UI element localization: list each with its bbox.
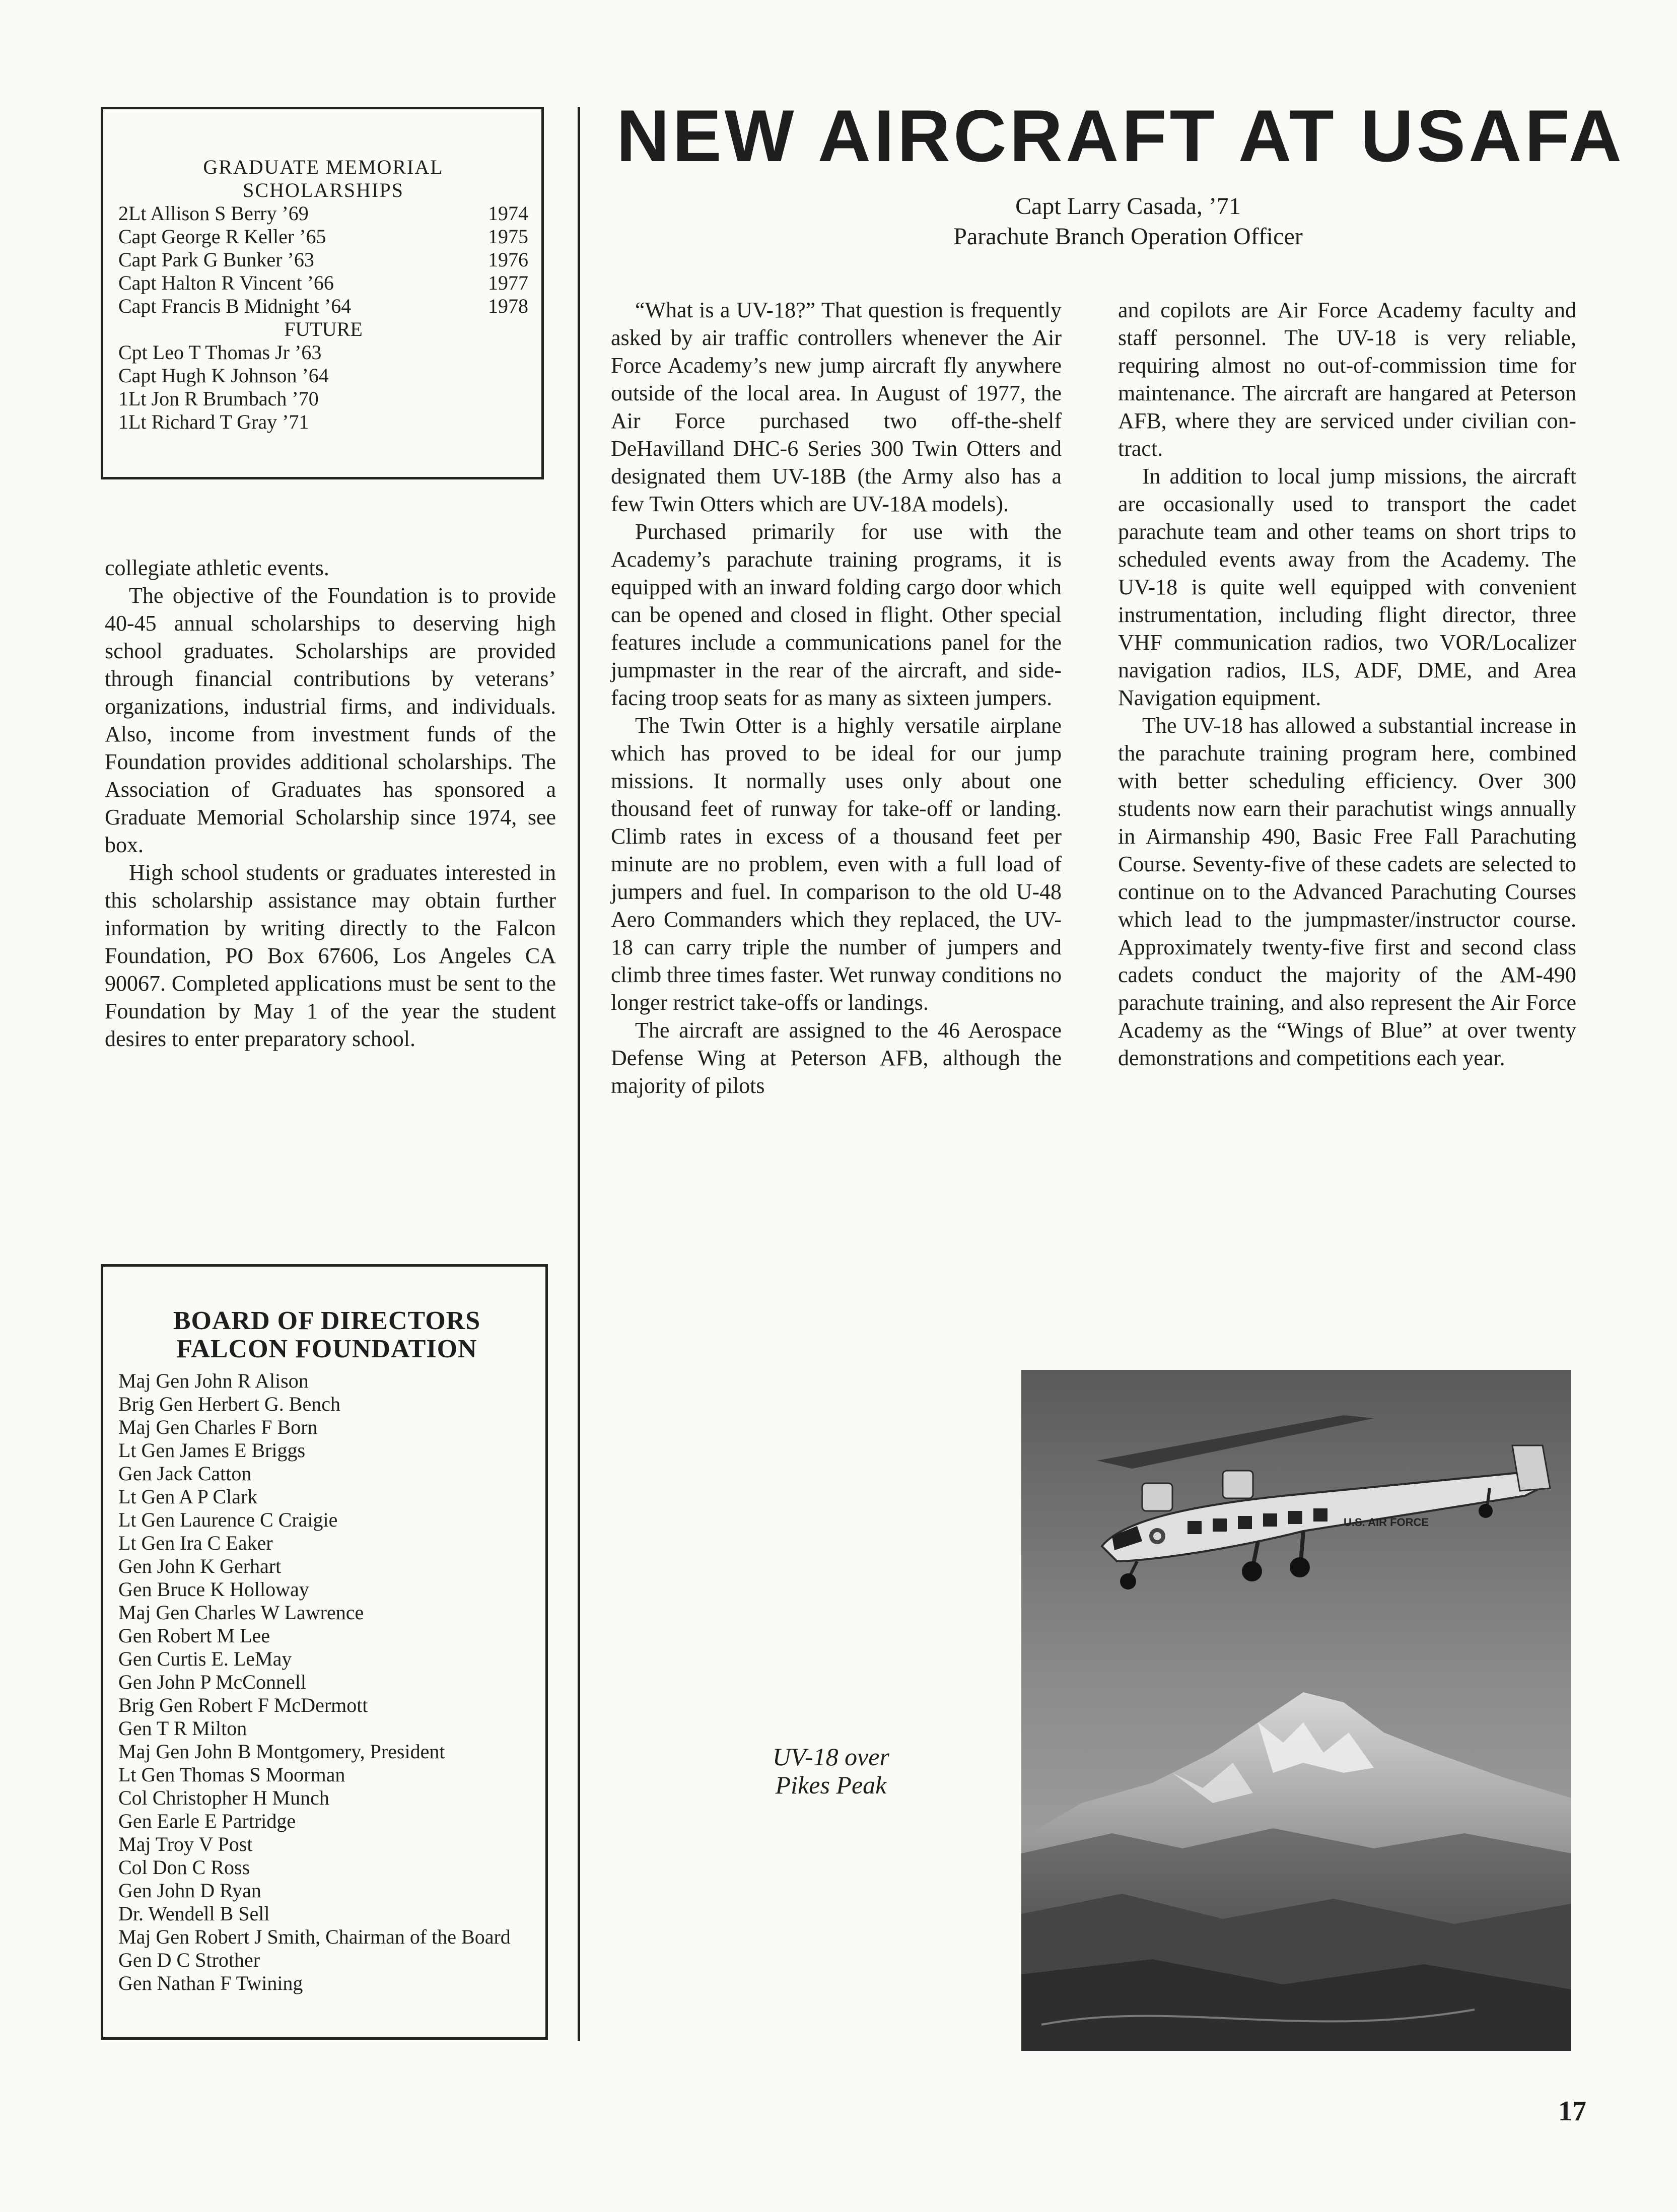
board-member: Maj Gen John R Alison: [118, 1369, 309, 1392]
board-member: Gen Robert M Lee: [118, 1624, 270, 1647]
page-number: 17: [1558, 2096, 1586, 2127]
photo-caption: [680, 1743, 982, 1799]
article-paragraph: In addition to local jump missions, the aircraft are occasionally used to transport the cadet parachute team and other teams on short trips to scheduled events away from the Academy. The UV-18 is quite well equipped with convenient instrumentation, including flight director, three VHF communication radios, two VOR/Localizer navigation radios, ILS, ADF, DME, and Area Navigation equipment.: [1118, 464, 1576, 710]
board-member: Gen Bruce K Holloway: [118, 1578, 309, 1601]
article-paragraph: and copilots are Air Force Academy faculty and staff personnel. The UV-18 is very reliable, requiring almost no out-of-commission time for maintenance. The aircraft are hangared at Peterson AFB, where they are serviced under civilian contract.: [1118, 298, 1576, 461]
board-member: Dr. Wendell B Sell: [118, 1902, 270, 1925]
left-paragraph: collegiate athletic events.: [105, 556, 329, 580]
board-member: Gen D C Strother: [118, 1949, 260, 1971]
board-member: Maj Gen Charles F Born: [118, 1416, 318, 1438]
board-member: Lt Gen Ira C Eaker: [118, 1532, 273, 1554]
board-member: Lt Gen Thomas S Moorman: [118, 1763, 345, 1786]
memorial-future-name: Cpt Leo T Thomas Jr ’63: [118, 341, 322, 364]
board-member: Maj Gen Charles W Lawrence: [118, 1601, 364, 1624]
memorial-box-title-line2: SCHOLARSHIPS: [243, 179, 404, 201]
board-member: Gen John K Gerhart: [118, 1555, 282, 1577]
article-byline: [655, 191, 1601, 252]
article-paragraph: Purchased primarily for use with the Academy’s parachute training programs, it is equipped with an inward folding cargo door which can be opened and closed in flight. Other special features include a communications panel for the jumpmaster in the rear of the aircraft, and side-facing troop seats for as many as sixteen jumpers.: [611, 519, 1062, 710]
board-member: Maj Troy V Post: [118, 1833, 253, 1855]
byline-title: Parachute Branch Operation Officer: [953, 223, 1303, 250]
board-member: Gen Jack Catton: [118, 1462, 252, 1485]
aircraft-marking-text: U.S. AIR FORCE: [1344, 1516, 1429, 1529]
memorial-box-title-line1: GRADUATE MEMORIAL: [203, 156, 444, 178]
memorial-recipient: Capt Halton R Vincent ’66 1977: [118, 271, 528, 294]
board-member: Gen Earle E Partridge: [118, 1810, 296, 1832]
photo-caption-line1: UV-18 over: [773, 1743, 889, 1771]
memorial-recipient: 2Lt Allison S Berry ’69 1974: [118, 202, 528, 225]
article-column-3: [1118, 296, 1576, 1072]
board-member: Gen T R Milton: [118, 1717, 247, 1740]
board-title-line2: FALCON FOUNDATION: [176, 1335, 477, 1363]
board-member: Lt Gen James E Briggs: [118, 1439, 306, 1462]
memorial-scholarships-box: [101, 107, 544, 479]
board-member: Maj Gen John B Montgomery, President: [118, 1740, 445, 1763]
board-member-list: [118, 1369, 535, 1995]
column-divider: [578, 107, 580, 2041]
memorial-recipient: Capt Park G Bunker ’63 1976: [118, 248, 528, 271]
aircraft-photo: [1021, 1370, 1571, 2051]
board-member: Lt Gen A P Clark: [118, 1485, 258, 1508]
left-column-text: [105, 554, 556, 1053]
board-member: Brig Gen Robert F McDermott: [118, 1694, 368, 1716]
photo-caption-line2: Pikes Peak: [775, 1771, 887, 1799]
article-paragraph: The aircraft are assigned to the 46 Aerospace Defense Wing at Peterson AFB, although the majority of pilots: [611, 1018, 1062, 1098]
left-paragraph: The objective of the Foundation is to provide 40-45 annual scholarships to deserving high school graduates. Scholarships are provided through financial contributions by veterans’ organizations, industrial firms, and individuals. Also, income from investment funds of the Foundation provides additional scholarships. The Association of Graduates has sponsored a Graduate Memorial Scholarship since 1974, see box.: [105, 583, 556, 857]
board-title-line1: BOARD OF DIRECTORS: [173, 1306, 481, 1335]
article-column-2: [611, 296, 1062, 1099]
article-paragraph: “What is a UV-18?” That question is frequently asked by air traffic controllers whenever the Air Force Academy’s new jump aircraft fly anywhere outside of the local area. In August of 1977, the Air Force purchased two off-the-shelf DeHavilland DHC-6 Series 300 Twin Otters and designated them UV-18B (the Army also has a few Twin Otters which are UV-18A models).: [611, 298, 1062, 516]
board-member: Col Don C Ross: [118, 1856, 250, 1879]
article-paragraph: The UV-18 has allowed a substantial increase in the parachute training program here, combined with better scheduling efficiency. Over 300 students now earn their parachutist wings annually in Airmanship 490, Basic Free Fall Parachuting Course. Seventy-five of these cadets are selected to continue on to the Advanced Parachuting Courses which lead to the jumpmaster/instructor course. Approximately twenty-five first and second class cadets conduct the majority of the AM-490 parachute training, and also represent the Air Force Academy as the “Wings of Blue” at over twenty demonstrations and competitions each year.: [1118, 713, 1576, 1070]
memorial-recipient: Capt George R Keller ’65 1975: [118, 225, 528, 248]
memorial-future-name: 1Lt Richard T Gray ’71: [118, 410, 309, 433]
board-member: Gen Nathan F Twining: [118, 1972, 303, 1994]
board-member: Brig Gen Herbert G. Bench: [118, 1393, 340, 1415]
memorial-future-name: 1Lt Jon R Brumbach ’70: [118, 387, 319, 410]
board-member: Gen John P McConnell: [118, 1671, 306, 1693]
board-member: Gen John D Ryan: [118, 1879, 261, 1902]
memorial-future-label: FUTURE: [284, 318, 363, 340]
board-of-directors-box: [101, 1264, 548, 2040]
left-paragraph: High school students or graduates interested in this scholarship assistance may obtain further information by writing directly to the Falcon Foundation, PO Box 67606, Los Angeles CA 90067. Completed applications must be sent to the Foundation by May 1 of the year the student desires to enter preparatory school.: [105, 860, 556, 1051]
board-member: Gen Curtis E. LeMay: [118, 1647, 292, 1670]
board-member: Col Christopher H Munch: [118, 1786, 329, 1809]
byline-name: Capt Larry Casada, ’71: [1015, 193, 1241, 220]
memorial-future-name: Capt Hugh K Johnson ’64: [118, 364, 329, 387]
article-paragraph: The Twin Otter is a highly versatile airplane which has proved to be ideal for our jump missions. It normally uses only about one thousand feet of runway for take-off or landing. Climb rates in excess of a thousand feet per minute are no problem, even with a full load of jumpers and fuel. In comparison to the old U-48 Aero Commanders which they replaced, the UV-18 can carry triple the number of jumpers and climb three times faster. Wet runway conditions no longer restrict take-offs or landings.: [611, 713, 1062, 1015]
article-headline: NEW AIRCRAFT AT USAFA: [616, 95, 1625, 177]
board-member: Maj Gen Robert J Smith, Chairman of the Board: [118, 1925, 511, 1948]
memorial-recipient: Capt Francis B Midnight ’64 1978: [118, 295, 528, 317]
board-member: Lt Gen Laurence C Craigie: [118, 1508, 338, 1531]
